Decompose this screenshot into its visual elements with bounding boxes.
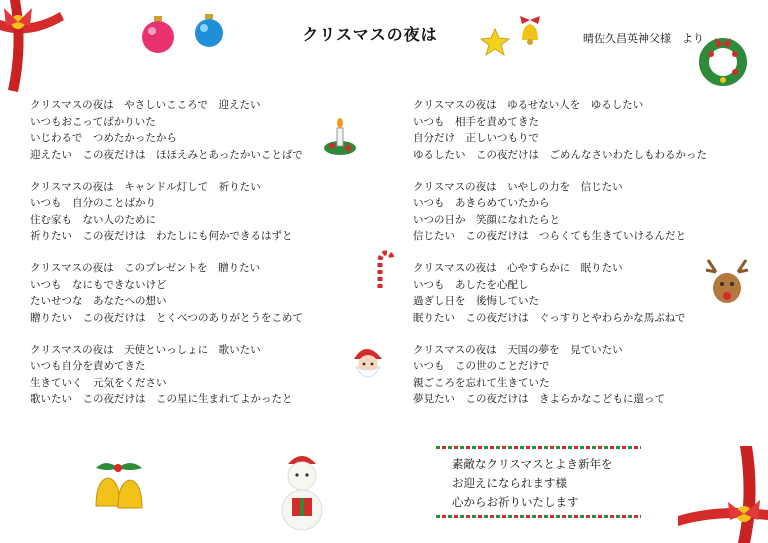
poem-line: クリスマスの夜は このプレゼントを 贈りたい — [30, 262, 261, 274]
poem-line: クリスマスの夜は 天国の夢を 見ていたい — [413, 343, 623, 356]
poem-line: いつも 相手を責めてきた — [413, 115, 539, 128]
poem-line: クリスマスの夜は キャンドル灯して 祈りたい — [30, 180, 261, 193]
polar-bear-gift-icon — [272, 454, 332, 534]
poem-line: クリスマスの夜は いやしの力を 信じたい — [413, 180, 623, 193]
poem-line: 生きていく 元気をください — [30, 376, 167, 389]
candy-cane-icon — [372, 250, 396, 290]
ribbon-corner-bottom-right-icon — [678, 446, 768, 543]
poem-line: いつも この世のことだけで — [413, 360, 550, 372]
ribbon-corner-top-left-icon — [0, 0, 70, 95]
blue-ornament-icon — [192, 12, 226, 50]
poem-line: いつも自分を責めてきた — [30, 360, 146, 372]
greeting-bottom-border — [436, 515, 641, 518]
greeting-line: お迎えになられます様 — [452, 476, 567, 490]
pink-ornament-icon — [140, 14, 176, 56]
greeting-line: 素敵なクリスマスとよき新年を — [452, 457, 613, 471]
poem-line: ゆるしたい この夜だけは ごめんなさいわたしもわるかった — [413, 148, 707, 161]
poem-line: いつも 自分のことばかり — [30, 197, 156, 209]
poem-right-column — [413, 97, 707, 423]
reindeer-icon — [704, 258, 750, 308]
candle-icon — [318, 114, 358, 158]
poem-stanza — [413, 260, 707, 326]
bell-bow-icon — [514, 14, 546, 46]
greeting-top-border — [436, 446, 641, 449]
greeting-box — [436, 446, 641, 518]
poem-stanza — [413, 179, 707, 245]
poem-line: いつの日か 笑顔になれたらと — [413, 213, 560, 226]
poem-stanza — [30, 342, 303, 408]
poem-line: いつも なにもできないけど — [30, 278, 167, 291]
poem-line: 自分だけ 正しいつもりで — [413, 132, 539, 144]
poem-line: いじわるで つめたかったから — [30, 132, 177, 144]
poem-line: いつも あきらめていたから — [413, 197, 550, 209]
poem-line: クリスマスの夜は やさしいこころで 迎えたい — [30, 99, 261, 111]
poem-stanza — [30, 260, 303, 326]
poem-line: いつも あしたを心配し — [413, 278, 529, 291]
poem-line: 迎えたい この夜だけは ほほえみとあったかいことばで — [30, 148, 303, 161]
greeting-lines — [452, 455, 613, 512]
page-title: クリスマスの夜は — [302, 25, 438, 44]
poem-stanza — [30, 179, 303, 245]
poem-line: 親ごころを忘れて生きていた — [413, 376, 550, 389]
poem-line: 贈りたい この夜だけは とくべつのありがとうをこめて — [30, 311, 303, 324]
poem-stanza — [413, 342, 707, 408]
poem-stanza — [413, 97, 707, 163]
holly-bells-icon — [86, 456, 152, 518]
star-icon — [480, 28, 510, 56]
poem-line: クリスマスの夜は ゆるせない人を ゆるしたい — [413, 99, 644, 111]
poem-line: たいせつな あなたへの想い — [30, 295, 167, 307]
author-credit: 晴佐久昌英神父様 より — [583, 32, 704, 45]
poem-line: 歌いたい この夜だけは この星に生まれてよかったと — [30, 393, 293, 405]
poem-line: いつもおこってばかりいた — [30, 115, 156, 128]
wreath-icon — [699, 38, 747, 86]
poem-line: 眠りたい この夜だけは ぐっすりとやわらかな馬ぶねで — [413, 311, 686, 324]
poem-line: 信じたい この夜だけは つらくても生きていけるんだと — [413, 230, 686, 242]
poem-line: 過ぎし日を 後悔していた — [413, 295, 539, 307]
poem-line: クリスマスの夜は 天使といっしょに 歌いたい — [30, 343, 261, 356]
poem-line: 夢見たい この夜だけは きよらかなこどもに還って — [413, 393, 665, 405]
poem-stanza — [30, 97, 303, 163]
santa-face-icon — [350, 343, 386, 385]
greeting-line: 心からお祈りいたします — [452, 495, 579, 509]
poem-left-column — [30, 97, 303, 423]
poem-line: クリスマスの夜は 心やすらかに 眠りたい — [413, 262, 623, 274]
poem-line: 祈りたい この夜だけは わたしにも何かできるはずと — [30, 230, 293, 242]
poem-line: 住む家も ない人のために — [30, 213, 156, 226]
